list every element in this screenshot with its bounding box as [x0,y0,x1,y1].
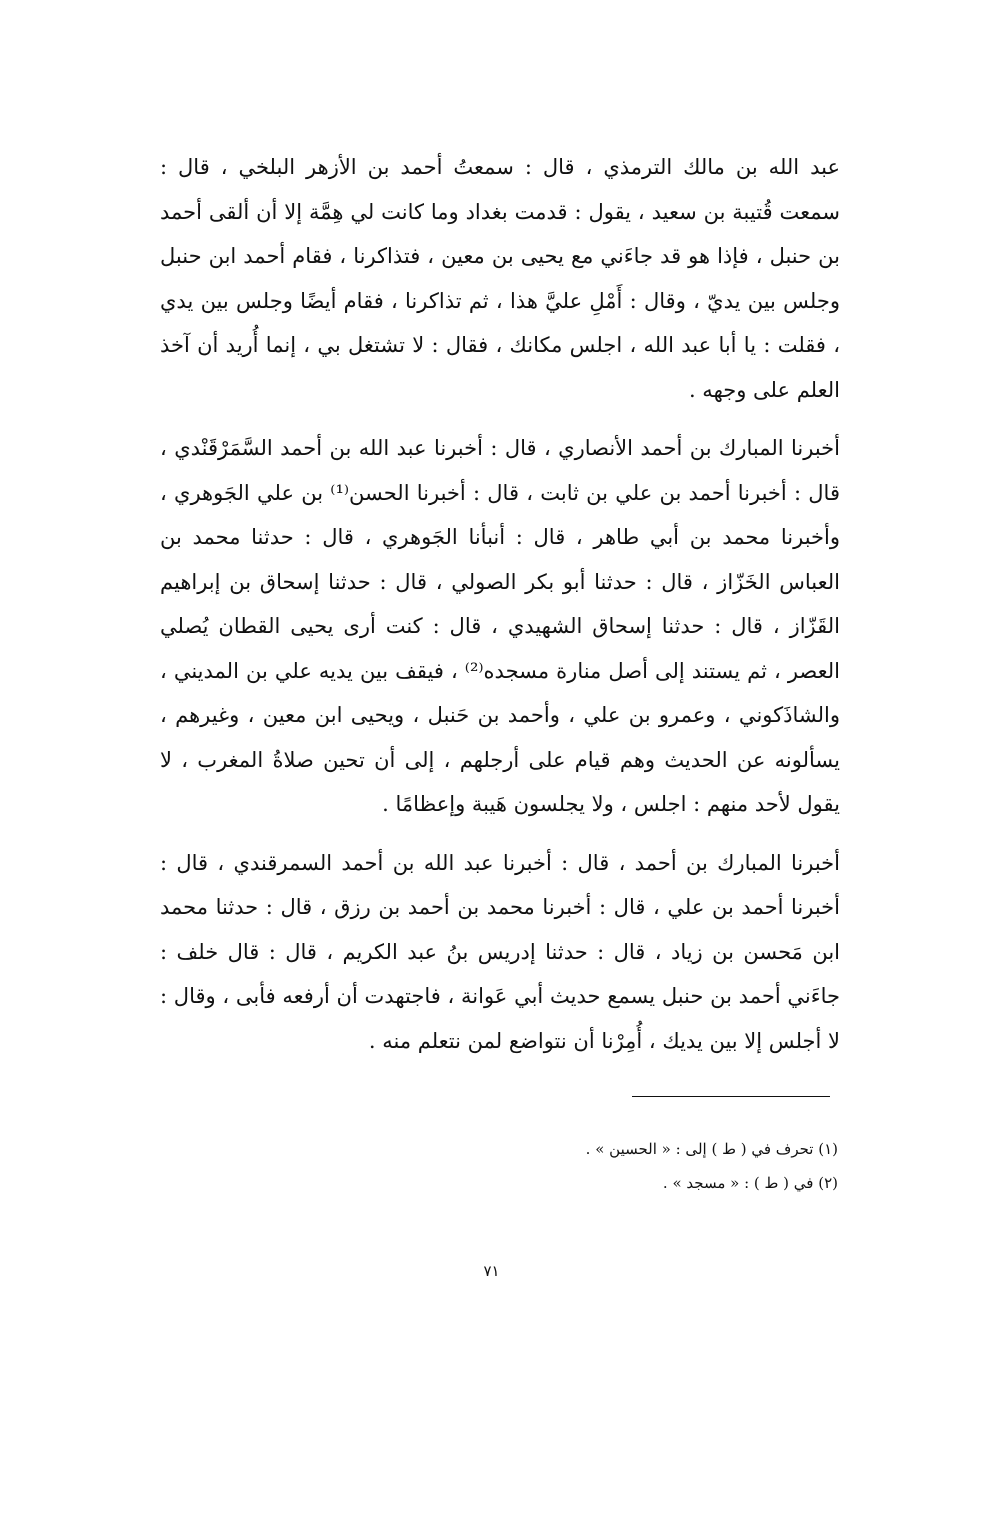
footnotes [160,1132,838,1200]
page-number: ٧١ [483,1262,500,1280]
main-text [160,145,840,1077]
paragraph-3: أخبرنا المبارك بن أحمد ، قال : أخبرنا عبد الله بن أحمد السمرقندي ، قال : أخبرنا أحمد بن علي ، قال : أخبرنا محمد بن أحمد بن رزق ، قال : حدثنا محمد ابن مَحسن بن زياد ، قال : حدثنا إدريس بنُ عبد الكريم ، قال : قال خلف : جاءَني أحمد بن حنبل يسمع حديث أبي عَوانة ، فاجتهدت أن أرفعه فأبى ، وقال : لا أجلس إلا بين يديك ، أُمِرْنا أن نتواضع لمن نتعلم منه . [160,850,840,1053]
paragraph-1: عبد الله بن مالك الترمذي ، قال : سمعتُ أحمد بن الأزهر البلخي ، قال : سمعت قُتيبة بن سعيد ، يقول : قدمت بغداد وما كانت لي هِمَّة إلا أن ألقى أحمد بن حنبل ، فإذا هو قد جاءَني مع يحيى بن معين ، فتذاكرنا ، فقام أحمد ابن حنبل وجلس بين يديّ ، وقال : أَمْلِ عليَّ هذا ، ثم تذاكرنا ، فقام أيضًا وجلس بين يدي ، فقلت : يا أبا عبد الله ، اجلس مكانك ، فقال : لا تشتغل بي ، إنما أُريد أن آخذ العلم على وجهه . [160,155,840,402]
footnote-1: (١) تحرف في ( ط ) إلى : « الحسين » . [585,1140,838,1158]
paragraph-2: أخبرنا المبارك بن أحمد الأنصاري ، قال : أخبرنا عبد الله بن أحمد السَّمَرْقَنْدي ، قال : أخبرنا أحمد بن علي بن ثابت ، قال : أخبرنا الحسن⁽¹⁾ بن علي الجَوهري ، وأخبرنا محمد بن أبي طاهر ، قال : أنبأنا الجَوهري ، قال : حدثنا محمد بن العباس الخَزّاز ، قال : حدثنا أبو بكر الصولي ، قال : حدثنا إسحاق بن إبراهيم القَزّاز ، قال : حدثنا إسحاق الشهيدي ، قال : كنت أرى يحيى القطان يُصلي العصر ، ثم يستند إلى أصل منارة مسجده⁽²⁾ ، فيقف بين يديه علي بن المديني ، والشاذَكوني ، وعمرو بن علي ، وأحمد بن حَنبل ، ويحيى ابن معين ، وغيرهم ، يسألونه عن الحديث وهم قيام على أرجلهم ، إلى أن تحين صلاةُ المغرب ، لا يقول لأحد منهم : اجلس ، ولا يجلسون هَيبة وإعظامًا . [160,436,840,816]
footnote-2: (٢) في ( ط ) : « مسجد » . [662,1174,838,1192]
footnote-separator [632,1096,830,1097]
